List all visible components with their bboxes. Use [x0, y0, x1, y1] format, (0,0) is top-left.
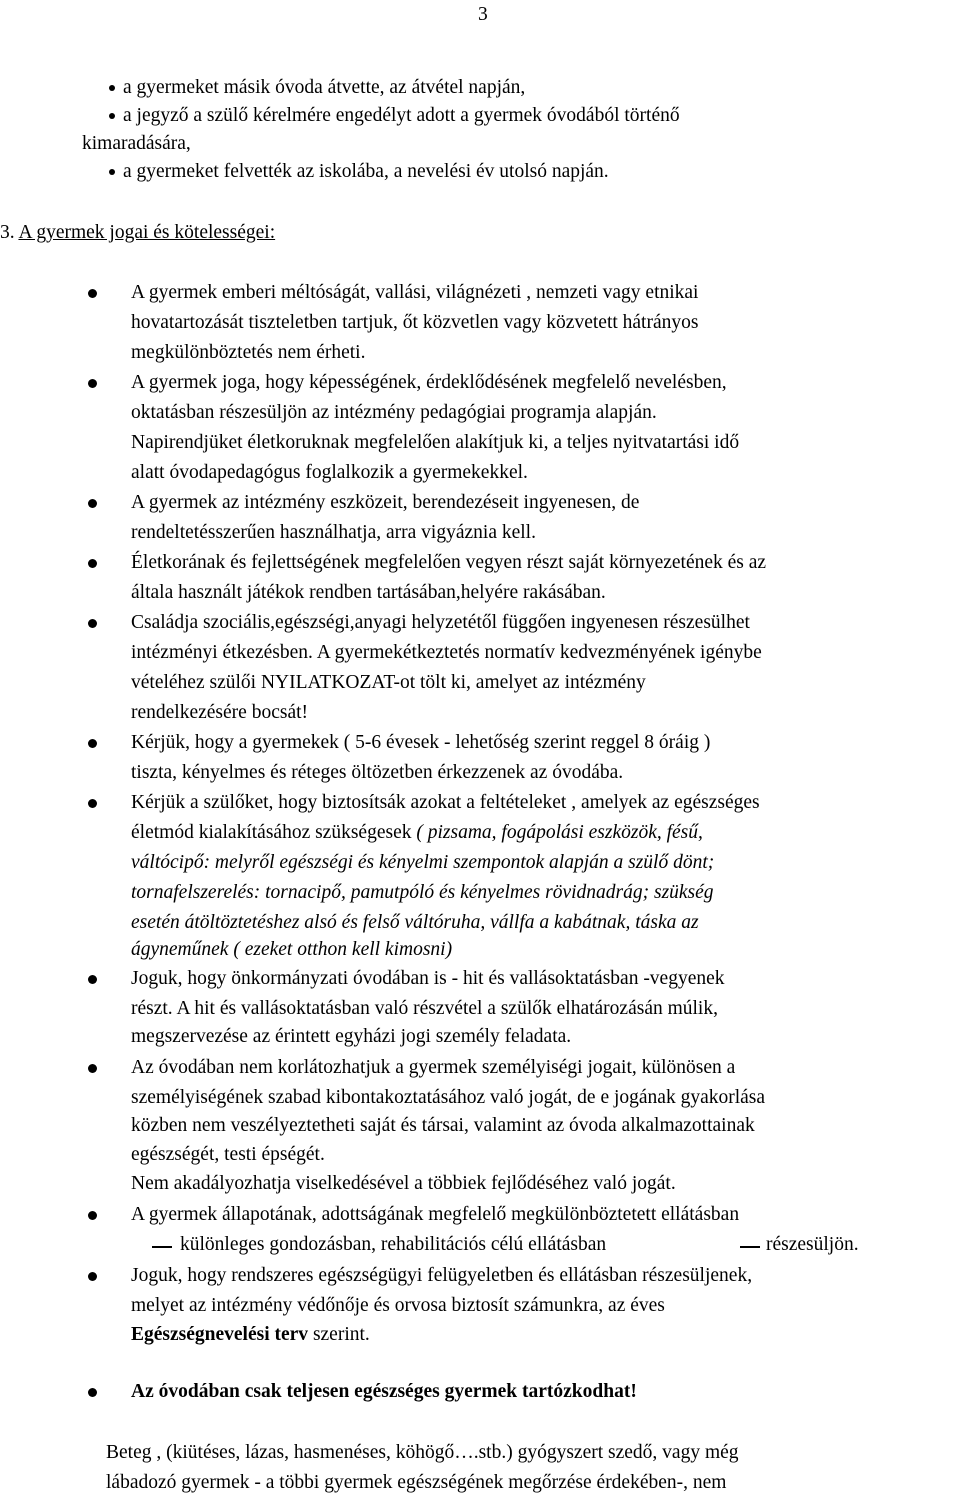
rights-item-11-line-2: melyet az intézmény védőnője és orvosa biztosít számunkra, az éves: [131, 1295, 665, 1316]
rights-item-10-line-2: különleges gondozásban, rehabilitációs célú ellátásban: [180, 1234, 607, 1255]
page-number: 3: [478, 4, 488, 25]
rights-item-8-line-3: megszervezése az érintett egyházi jogi személy feladata.: [131, 1026, 572, 1047]
rights-item-9-line-4: egészségét, testi épségét.: [131, 1144, 325, 1165]
rights-item-9-line-2: személyiségének szabad kibontakoztatásához való jogát, de e jogának gyakorlása: [131, 1087, 766, 1108]
bullet-icon: [109, 169, 115, 175]
healthy-children-notice: Az óvodában csak teljesen egészséges gyermek tartózkodhat!: [131, 1381, 637, 1402]
rights-item-9-line-3: közben nem veszélyeztetheti saját és társai, valamint az óvoda alkalmazottainak: [131, 1115, 755, 1136]
rights-item-5-line-4: rendelkezésére bocsát!: [131, 702, 309, 723]
bullet-icon: [88, 559, 97, 568]
rights-item-2-line-3: Napirendjüket életkoruknak megfelelően alakítjuk ki, a teljes nyitvatartási idő: [131, 432, 740, 453]
rights-item-9-line-1: Az óvodában nem korlátozhatjuk a gyermek személyiségi jogait, különösen a: [131, 1057, 736, 1078]
dash-icon: [152, 1246, 172, 1248]
health-plan-label: Egészségnevelési terv: [131, 1324, 309, 1345]
rights-item-4-line-1: Életkorának és fejlettségének megfelelően vegyen részt saját környezetének és az: [131, 552, 767, 573]
intro-bullet-3: a gyermeket felvették az iskolába, a nevelési év utolsó napján.: [123, 161, 609, 182]
rights-item-7-italic-1: ( pizsama, fogápolási eszközök, fésű,: [416, 822, 703, 843]
rights-item-5-line-3: vételéhez szülői NYILATKOZAT-ot tölt ki, amelyet az intézmény: [131, 672, 646, 693]
rights-item-11-line-1: Joguk, hogy rendszeres egészségügyi felügyeletben és ellátásban részesüljenek,: [131, 1265, 753, 1286]
bullet-icon: [88, 1064, 97, 1073]
rights-item-2-line-4: alatt óvodapedagógus foglalkozik a gyermekekkel.: [131, 462, 528, 483]
rights-item-5-line-2: intézményi étkezésben. A gyermekétkeztetés normatív kedvezményének igénybe: [131, 642, 762, 663]
rights-item-8-line-1: Joguk, hogy önkormányzati óvodában is - hit és vallásoktatásban -vegyenek: [131, 968, 725, 989]
rights-item-7-italic-2: váltócipő: melyről egészségi és kényelmi szempontok alapján a szülő dönt;: [131, 852, 715, 873]
bullet-icon: [88, 289, 97, 298]
rights-item-1-line-2: hovatartozását tiszteletben tartjuk, őt közvetlen vagy közvetett hátrányos: [131, 312, 699, 333]
rights-item-1-line-1: A gyermek emberi méltóságát, vallási, világnézeti , nemzeti vagy etnikai: [131, 282, 699, 303]
bullet-icon: [88, 1388, 97, 1397]
rights-item-8-line-2: részt. A hit és vallásoktatásban való részvétel a szülők elhatározásán múlik,: [131, 998, 718, 1019]
rights-item-5-line-1: Családja szociális,egészségi,anyagi helyzetétől függően ingyenesen részesülhet: [131, 612, 750, 633]
intro-bullet-2-line-2: kimaradására,: [82, 133, 191, 154]
rights-item-7-line-1: Kérjük a szülőket, hogy biztosítsák azokat a feltételeket , amelyek az egészséges: [131, 792, 760, 813]
rights-item-9-line-5: Nem akadályozhatja viselkedésével a többiek fejlődéséhez való jogát.: [131, 1173, 676, 1194]
rights-item-2-line-1: A gyermek joga, hogy képességének, érdeklődésének megfelelő nevelésben,: [131, 372, 727, 393]
footer-line-2: lábadozó gyermek - a többi gyermek egészségének megőrzése érdekében-, nem: [106, 1472, 727, 1493]
rights-item-11-tail: szerint.: [308, 1324, 370, 1345]
section-title: A gyermek jogai és kötelességei:: [18, 222, 276, 243]
section-heading: [0, 220, 275, 246]
rights-item-11-line-3: [131, 1322, 370, 1348]
rights-item-7-line-2: [131, 820, 703, 846]
rights-item-10-line-3: részesüljön.: [766, 1234, 859, 1255]
bullet-icon: [109, 113, 115, 119]
section-number: 3.: [0, 222, 15, 243]
rights-item-7-italic-5: ágyneműnek ( ezeket otthon kell kimosni): [131, 939, 453, 960]
rights-item-7-plain: életmód kialakításához szükségesek: [131, 822, 417, 843]
bullet-icon: [88, 619, 97, 628]
bullet-icon: [88, 1211, 97, 1220]
rights-item-1-line-3: megkülönböztetés nem érheti.: [131, 342, 366, 363]
rights-item-2-line-2: oktatásban részesüljön az intézmény pedagógiai programja alapján.: [131, 402, 657, 423]
rights-item-3-line-1: A gyermek az intézmény eszközeit, berendezéseit ingyenesen, de: [131, 492, 640, 513]
bullet-icon: [88, 975, 97, 984]
bullet-icon: [88, 739, 97, 748]
bullet-icon: [88, 1272, 97, 1281]
bullet-icon: [88, 799, 97, 808]
rights-item-7-italic-3: tornafelszerelés: tornacipő, pamutpóló és kényelmes rövidnadrág; szükség: [131, 882, 714, 903]
rights-item-7-italic-4: esetén átöltöztetéshez alsó és felső váltóruha, vállfa a kabátnak, táska az: [131, 912, 699, 933]
bullet-icon: [109, 85, 115, 91]
rights-item-6-line-1: Kérjük, hogy a gyermekek ( 5-6 évesek - lehetőség szerint reggel 8 óráig ): [131, 732, 711, 753]
rights-item-10-line-1: A gyermek állapotának, adottságának megfelelő megkülönböztetett ellátásban: [131, 1204, 740, 1225]
rights-item-3-line-2: rendeltetésszerűen használhatja, arra vigyáznia kell.: [131, 522, 536, 543]
bullet-icon: [88, 379, 97, 388]
intro-bullet-1: a gyermeket másik óvoda átvette, az átvétel napján,: [123, 77, 526, 98]
dash-icon: [740, 1246, 760, 1248]
intro-bullet-2-line-1: a jegyző a szülő kérelmére engedélyt adott a gyermek óvodából történő: [123, 105, 680, 126]
rights-item-6-line-2: tiszta, kényelmes és réteges öltözetben érkezzenek az óvodába.: [131, 762, 624, 783]
bullet-icon: [88, 499, 97, 508]
rights-item-4-line-2: általa használt játékok rendben tartásában,helyére rakásában.: [131, 582, 606, 603]
footer-line-1: Beteg , (kiütéses, lázas, hasmenéses, köhögő….stb.) gyógyszert szedő, vagy még: [106, 1442, 739, 1463]
